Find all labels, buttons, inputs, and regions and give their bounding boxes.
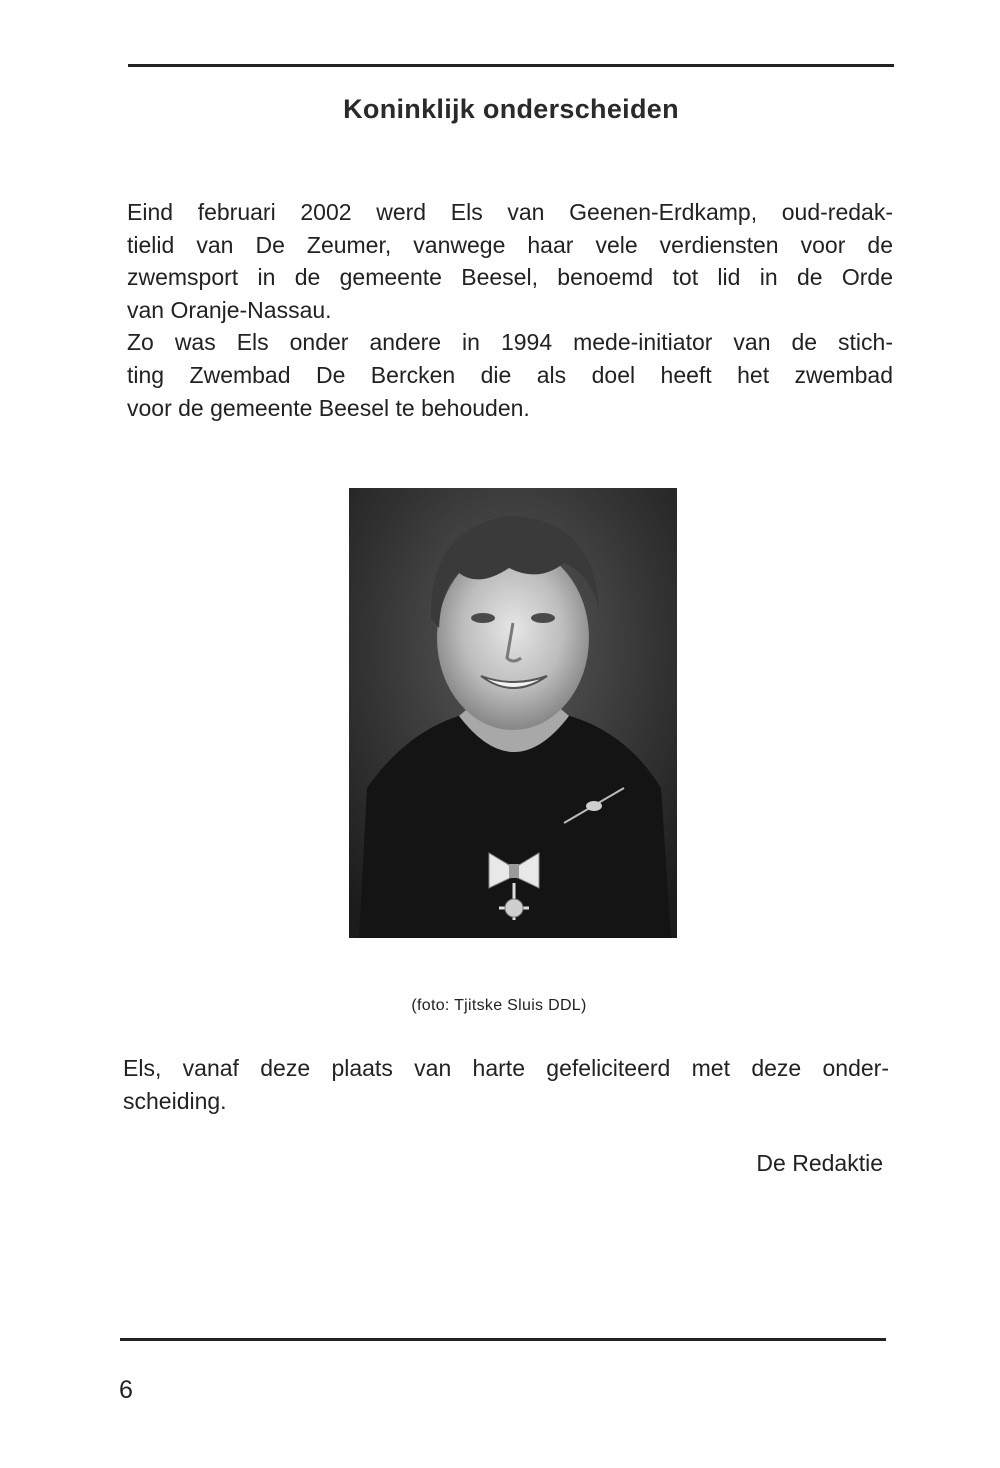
paragraph-line: Zo was Els onder andere in 1994 mede-initiator van de stich- bbox=[127, 329, 893, 356]
bottom-rule bbox=[120, 1338, 886, 1341]
paragraph-line: Els, vanaf deze plaats van harte gefeliciteerd met deze onder- bbox=[123, 1055, 889, 1081]
paragraph-line: van Oranje-Nassau. bbox=[127, 296, 332, 323]
article-paragraph-1 bbox=[127, 196, 893, 424]
paragraph-line: zwemsport in de gemeente Beesel, benoemd tot lid in de Orde bbox=[127, 264, 893, 291]
paragraph-line: scheiding. bbox=[123, 1087, 227, 1114]
paragraph-line: voor de gemeente Beesel te behouden. bbox=[127, 394, 530, 421]
article-title: Koninklijk onderscheiden bbox=[343, 94, 679, 124]
paragraph-line: tielid van De Zeumer, vanwege haar vele verdiensten voor de bbox=[127, 231, 893, 258]
article-paragraph-2 bbox=[123, 1052, 889, 1117]
photo-caption: (foto: Tjitske Sluis DDL) bbox=[411, 997, 587, 1014]
paragraph-line: ting Zwembad De Bercken die als doel heeft het zwembad bbox=[127, 361, 893, 388]
portrait-photo bbox=[349, 488, 677, 938]
top-rule bbox=[128, 64, 894, 67]
paragraph-line: Eind februari 2002 werd Els van Geenen-Erdkamp, oud-redak- bbox=[127, 199, 893, 225]
article-signature: De Redaktie bbox=[756, 1150, 883, 1176]
page-number: 6 bbox=[119, 1376, 133, 1404]
